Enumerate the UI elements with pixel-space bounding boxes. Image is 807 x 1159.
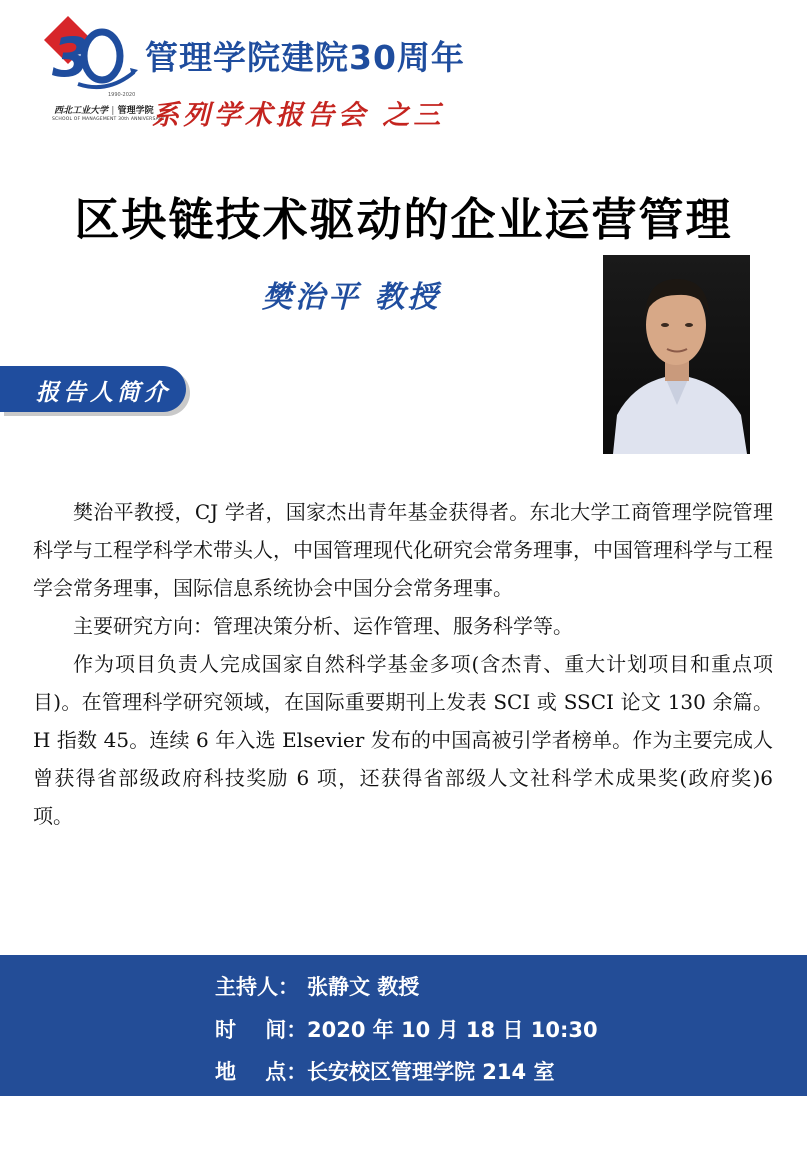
talk-title: 区块链技术驱动的企业运营管理 <box>74 193 733 246</box>
time-label: 时 间： <box>215 1018 308 1042</box>
time-row <box>215 1014 598 1044</box>
place-row <box>215 1056 554 1086</box>
bio-paragraph: 主要研究方向：管理决策分析、运作管理、服务科学等。 <box>73 614 573 638</box>
bio-paragraph: 樊治平教授，CJ 学者，国家杰出青年基金获得者。东北大学工商管理学院管理科学与工程学科学术带头人，中国管理现代化研究会常务理事，中国管理科学与工程学会常务理事，国际信息系统协会中国分会常务理事。 <box>33 500 773 600</box>
host-value: 张静文 教授 <box>307 975 420 999</box>
speaker-photo <box>603 255 750 454</box>
time-value: 2020 年 10 月 18 日 10:30 <box>307 1018 598 1042</box>
logo-school: 管理学院 <box>117 106 154 116</box>
anniversary-logo <box>30 14 165 132</box>
header-title: 管理学院建院30周年 <box>145 38 465 77</box>
logo-university: 西北工业大学 <box>54 106 109 116</box>
bio-paragraph: 作为项目负责人完成国家自然科学基金多项(含杰青、重大计划项目和重点项目)。在管理科学研究领域，在国际重要期刊上发表 SCI 或 SSCI 论文 130 余篇。H 指数 45。连续 6 年入选 Elsevier 发布的中国高被引学者榜单。作为主要完成人曾获得省部级政府科技奖励 6 项，还获得省部级人文社科学术成果奖(政府奖)6 项。 <box>33 652 773 828</box>
section-tag-label: 报告人简介 <box>36 379 171 406</box>
speaker-name: 樊治平 教授 <box>262 280 441 315</box>
place-label: 地 点： <box>215 1060 308 1084</box>
event-info-footer <box>0 955 807 1096</box>
logo-university-name: 西北工业大学 | 管理学院 <box>54 106 154 116</box>
svg-text:3: 3 <box>52 26 90 89</box>
logo-years: 1990-2020 <box>108 92 136 98</box>
place-value: 长安校区管理学院 214 室 <box>307 1060 555 1084</box>
host-label: 主持人： <box>215 975 299 999</box>
speaker-bio <box>33 493 773 835</box>
header-subtitle: 系列学术报告会 之三 <box>152 100 445 131</box>
logo-30-graphic <box>30 14 140 104</box>
section-tag-speaker-intro <box>0 366 186 412</box>
logo-english: SCHOOL OF MANAGEMENT 30th ANNIVERSARY <box>52 117 165 122</box>
host-row <box>215 971 419 1001</box>
